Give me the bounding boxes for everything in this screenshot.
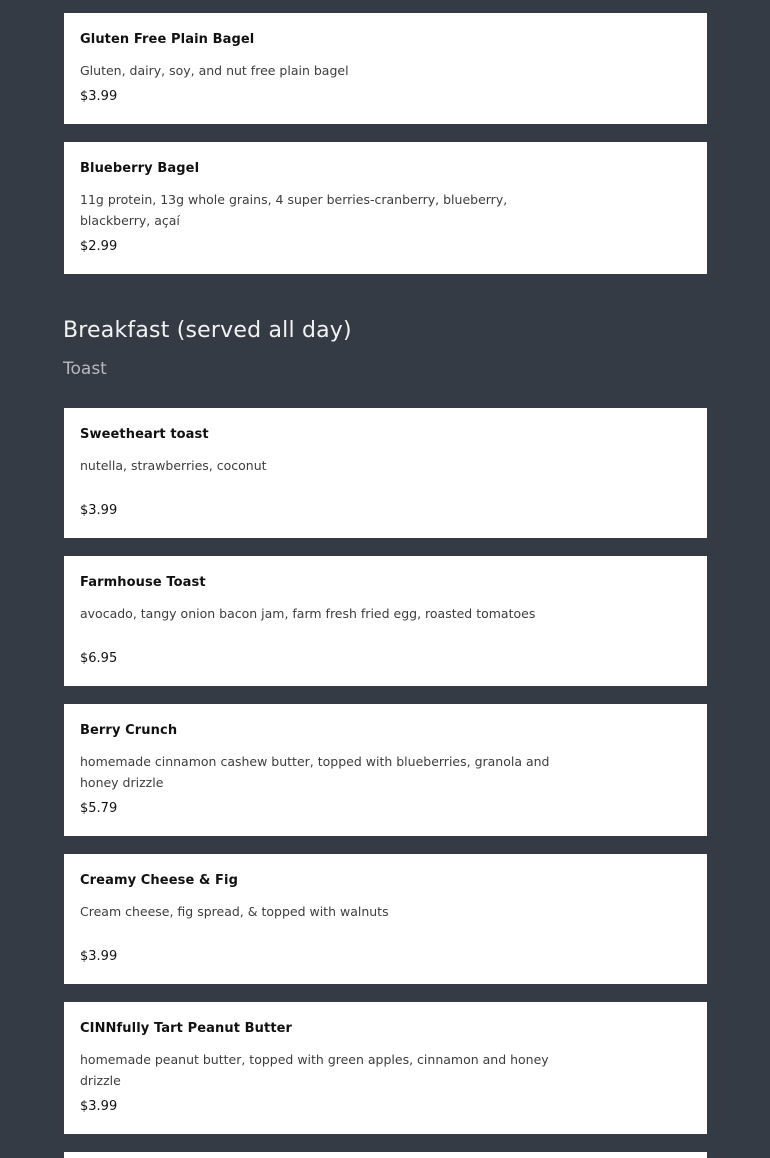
menu-item-description: Cream cheese, fig spread, & topped with walnuts (80, 904, 389, 919)
menu-item-price: $6.95 (80, 651, 118, 666)
menu-item-name: Berry Crunch (80, 723, 178, 738)
menu-item-price: $5.79 (80, 801, 118, 816)
menu-item-card[interactable] (64, 556, 707, 686)
menu-item-name: Farmhouse Toast (80, 575, 206, 590)
menu-item-name: Sweetheart toast (80, 427, 209, 442)
section-title: Breakfast (served all day) (63, 318, 352, 343)
menu-item-card[interactable] (64, 408, 707, 538)
menu-item-description: 11g protein, 13g whole grains, 4 super berries-cranberry, blueberry, blackberry, açaí (80, 192, 508, 228)
menu-item-card[interactable] (64, 142, 707, 274)
menu-item-description: nutella, strawberries, coconut (80, 458, 267, 473)
menu-item-description: avocado, tangy onion bacon jam, farm fresh fried egg, roasted tomatoes (80, 606, 536, 621)
menu-item-price: $3.99 (80, 503, 118, 518)
menu-item-description: homemade cinnamon cashew butter, topped with blueberries, granola and honey drizzle (80, 754, 550, 790)
menu-item-name: Creamy Cheese & Fig (80, 873, 239, 888)
menu-item-name: Gluten Free Plain Bagel (80, 32, 255, 47)
menu-item-description: homemade peanut butter, topped with green apples, cinnamon and honey drizzle (80, 1052, 549, 1088)
menu-item-name: Blueberry Bagel (80, 161, 200, 176)
menu-item-card[interactable] (64, 1002, 707, 1134)
menu-item-price: $3.99 (80, 949, 118, 964)
menu-item-card[interactable] (64, 704, 707, 836)
menu-item-price: $3.99 (80, 89, 118, 104)
menu-item-card[interactable] (64, 13, 707, 124)
menu-item-description: Gluten, dairy, soy, and nut free plain bagel (80, 63, 349, 78)
menu-item-name: CINNfully Tart Peanut Butter (80, 1021, 293, 1036)
menu-item-card[interactable] (64, 854, 707, 984)
section-subtitle: Toast (63, 359, 107, 379)
menu-item-price: $2.99 (80, 239, 118, 254)
menu-item-price: $3.99 (80, 1099, 118, 1114)
menu-item-card-partial[interactable] (64, 1152, 707, 1158)
